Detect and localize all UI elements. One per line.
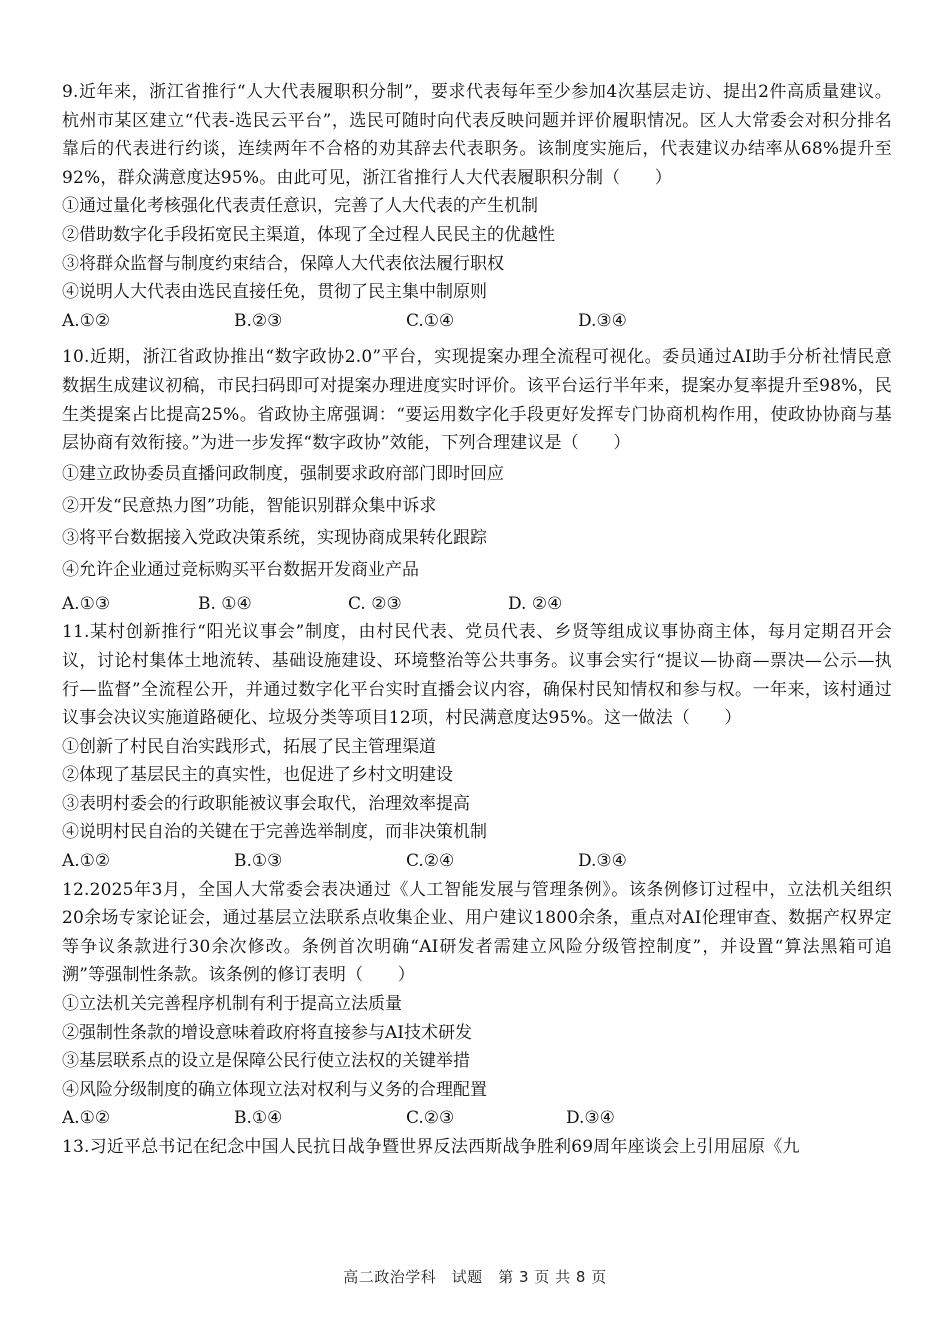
choice-a: A.①②: [62, 1108, 111, 1129]
choice-c: C. ②③: [348, 593, 402, 614]
question-11-choices: [62, 847, 892, 876]
question-9-stem: 9.近年来，浙江省推行“人大代表履职积分制”，要求代表每年至少参加4次基层走访、提出2件高质量建议。杭州市某区建立“代表-选民云平台”，选民可随时向代表反映问题并评价履职情况。区人大常委会对积分排名靠后的代表进行约谈，连续两年不合格的劝其辞去代表职务。该制度实施后，代表建议办结率从68%提升至92%，群众满意度达95%。由此可见，浙江省推行人大代表履职积分制（ ）: [62, 82, 892, 188]
question-11-option-2: ②体现了基层民主的真实性，也促进了乡村文明建设: [62, 765, 453, 786]
question-12-option-2: ②强制性条款的增设意味着政府将直接参与AI技术研发: [62, 1022, 472, 1043]
question-11-stem: 11.某村创新推行“阳光议事会”制度，由村民代表、党员代表、乡贤等组成议事协商主体，每月定期召开会议，讨论村集体土地流转、基础设施建设、环境整治等公共事务。议事会实行“提议—协商—票决—公示—执行—监督”全流程公开，并通过数字化平台实时直播会议内容，确保村民知情权和参与权。一年来，该村通过议事会决议实施道路硬化、垃圾分类等项目12项，村民满意度达95%。这一做法（ ）: [62, 622, 892, 729]
question-11-option-1: ①创新了村民自治实践形式，拓展了民主管理渠道: [62, 736, 436, 757]
choice-a: A.①③: [62, 593, 111, 614]
page-footer: 高二政治学科 试题 第 3 页 共 8 页: [343, 1268, 607, 1286]
question-10-option-1: ①建立政协委员直播问政制度，强制要求政府部门即时回应: [62, 463, 504, 484]
question-9-option-4: ④说明人大代表由选民直接任免，贯彻了民主集中制原则: [62, 282, 487, 303]
question-11-option-4: ④说明村民自治的关键在于完善选举制度，而非决策机制: [62, 822, 487, 843]
question-10-choices: [62, 590, 892, 619]
question-10: [62, 343, 892, 618]
question-10-option-4: ④允许企业通过竞标购买平台数据开发商业产品: [62, 559, 419, 580]
choice-a: A.①②: [62, 310, 111, 331]
question-12-option-3: ③基层联系点的设立是保障公民行使立法权的关键举措: [62, 1051, 470, 1072]
question-12-stem: 12.2025年3月，全国人大常委会表决通过《人工智能发展与管理条例》。该条例修订过程中，立法机关组织20余场专家论证会，通过基层立法联系点收集企业、用户建议1800余条，重点对AI伦理审查、数据产权界定等争议条款进行30余次修改。条例首次明确“AI研发者需建立风险分级管控制度”，并设置“算法黑箱可追溯”等强制性条款。该条例的修订表明（ ）: [62, 879, 892, 986]
choice-d: D.③④: [578, 851, 627, 872]
question-9-option-2: ②借助数字化手段拓宽民主渠道，体现了全过程人民民主的优越性: [62, 224, 555, 245]
exam-page: [62, 78, 892, 1162]
question-12-option-4: ④风险分级制度的确立体现立法对权利与义务的合理配置: [62, 1079, 487, 1100]
question-12-option-1: ①立法机关完善程序机制有利于提高立法质量: [62, 994, 402, 1015]
choice-c: C.②④: [406, 851, 455, 872]
question-10-option-2: ②开发“民意热力图”功能，智能识别群众集中诉求: [62, 495, 437, 516]
question-13-stem: 13.习近平总书记在纪念中国人民抗日战争暨世界反法西斯战争胜利69周年座谈会上引用屈原《九: [62, 1137, 800, 1157]
choice-b: B.①④: [234, 1108, 283, 1129]
question-9-option-1: ①通过量化考核强化代表责任意识，完善了人大代表的产生机制: [62, 196, 538, 217]
question-9-option-3: ③将群众监督与制度约束结合，保障人大代表依法履行职权: [62, 253, 504, 274]
question-11-option-3: ③表明村委会的行政职能被议事会取代，治理效率提高: [62, 793, 470, 814]
choice-b: B.②③: [234, 310, 283, 331]
choice-d: D.③④: [566, 1108, 615, 1129]
choice-b: B.①③: [234, 851, 283, 872]
question-12-choices: [62, 1104, 892, 1133]
choice-c: C.②③: [406, 1108, 455, 1129]
question-12: [62, 876, 892, 1133]
choice-a: A.①②: [62, 851, 111, 872]
question-13: [62, 1133, 892, 1162]
question-11: [62, 618, 892, 875]
choice-d: D. ②④: [508, 593, 563, 614]
question-9: [62, 78, 892, 335]
choice-b: B. ①④: [198, 593, 252, 614]
choice-c: C.①④: [406, 310, 455, 331]
question-10-stem: 10.近期，浙江省政协推出“数字政协2.0”平台，实现提案办理全流程可视化。委员通过AI助手分析社情民意数据生成建议初稿，市民扫码即可对提案办理进度实时评价。该平台运行半年来，提案办复率提升至98%，民生类提案占比提高25%。省政协主席强调：“要运用数字化手段更好发挥专门协商机构作用，使政协协商与基层协商有效衔接。”为进一步发挥“数字政协”效能，下列合理建议是（ ）: [62, 347, 892, 454]
question-9-choices: [62, 307, 892, 336]
question-10-option-3: ③将平台数据接入党政决策系统，实现协商成果转化跟踪: [62, 527, 487, 548]
choice-d: D.③④: [578, 310, 627, 331]
